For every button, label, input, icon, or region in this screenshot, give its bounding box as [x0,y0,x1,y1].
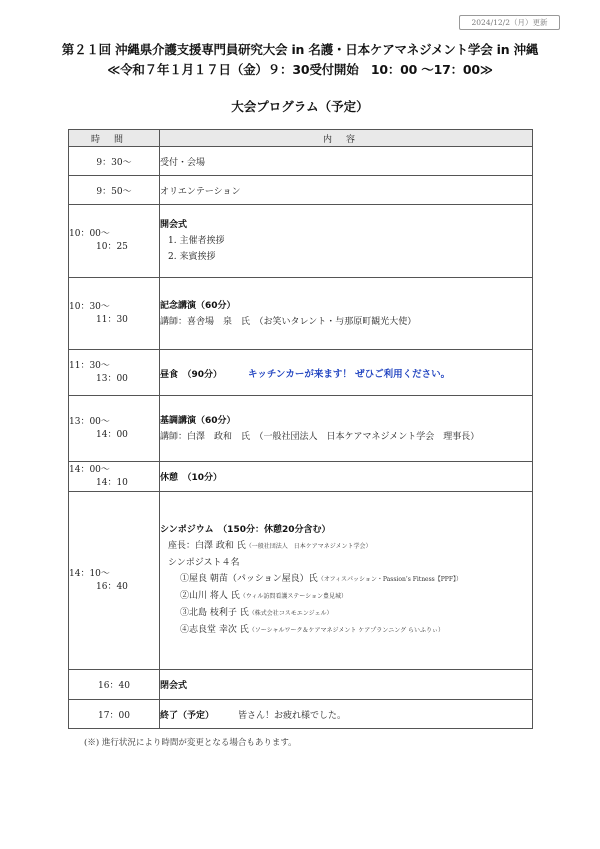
list-item: 1. 主催者挨拶 [168,236,225,246]
row-time: 9：50～ [69,176,160,205]
session-heading: 開会式 [160,220,188,230]
row-content [160,350,533,396]
panelist-name: ④志良堂 幸次 氏 [180,625,249,635]
session-detail: 講師：喜舎場 泉 氏 （お笑いタレント・与那原町観光大使） [160,316,417,327]
panel-heading: シンポジスト４名 [168,558,240,568]
session-heading: シンポジウム （150分：休憩20分含む） [160,525,331,535]
table-row [69,396,533,462]
row-content [160,700,533,729]
table-row [69,462,533,492]
session-detail: 皆さん！お疲れ様でした。 [238,710,347,721]
row-time: 17：00 [69,700,160,729]
table-row [69,147,533,176]
table-row [69,670,533,700]
row-time [69,350,160,396]
panelist-org: （株式会社コスモエンジェル） [248,610,333,617]
time-start: 14：10～ [69,568,110,579]
row-content [160,670,533,700]
event-date-line: ≪令和７年１月１７日（金）９：30受付開始 10：00 ～17：00≫ [107,62,493,77]
panelist-org: （ソーシャルワーク＆ケアマネジメント ケアプランニング らいふりぃ） [248,627,445,634]
table-row [69,176,533,205]
chair [160,538,532,555]
time-end: 16：40 [96,581,128,592]
row-content [160,492,533,670]
time-end: 13：00 [96,373,128,384]
session-heading: 休憩 （10分） [160,473,223,483]
panelist-name: ①屋良 朝苗（パッション屋良）氏 [180,574,318,584]
time-start: 10：00～ [69,229,110,239]
session-heading: 終了（予定） [160,710,215,721]
row-time [69,396,160,462]
row-content [160,396,533,462]
time-end: 11：30 [96,314,128,325]
session-heading: 基調講演（60分） [160,415,236,426]
chair-name: 座長：白澤 政和 氏 [168,541,246,551]
time-start: 14：00～ [69,464,110,475]
program-subtitle: 大会プログラム（予定） [231,99,369,114]
panelist-name: ②山川 将人 氏 [180,591,240,601]
panelist [160,605,532,622]
row-time [69,205,160,278]
highlight-notice: キッチンカーが来ます！ ぜひご利用ください。 [248,368,451,380]
row-content [160,462,533,492]
session-heading: 昼食 （90分） [160,369,223,380]
panelist [160,622,532,639]
time-end: 14：10 [96,477,128,488]
table-header-row [69,130,533,147]
panelist-org: （ウィル訪問看護ステーション豊見城） [239,593,348,600]
row-time: 16：40 [69,670,160,700]
event-title: 第２１回 沖縄県介護支援専門員研究大会 in 名護・日本ケアマネジメント学会 in 沖縄 [61,42,539,57]
panelist-org: （オフィスパッション・Passion’s Fitness【PPF】） [317,576,463,583]
table-row [69,700,533,729]
row-content: オリエンテーション [160,176,533,205]
footnote: (※) 進行状況により時間が変更となる場合もあります。 [84,738,297,748]
time-end: 10：25 [96,242,128,252]
row-time [69,492,160,670]
time-start: 10：30～ [69,301,110,312]
table-row [69,350,533,396]
panelist [160,588,532,605]
session-detail: 講師：白澤 政和 氏 （一般社団法人 日本ケアマネジメント学会 理事長） [160,431,480,442]
row-content: 受付・会場 [160,147,533,176]
panelist-name: ③北島 枝利子 氏 [180,608,249,618]
row-time [69,462,160,492]
session-heading: 閉会式 [160,681,188,691]
header-time: 時間 [69,130,160,147]
program-table [68,129,533,729]
header-content: 内容 [160,130,533,147]
chair-org: （一般社団法人 日本ケアマネジメント学会） [245,543,372,550]
list-item: 2. 来賓挨拶 [168,252,216,262]
time-start: 13：00～ [69,416,110,427]
row-time [69,278,160,350]
time-end: 14：00 [96,429,128,440]
table-row [69,205,533,278]
panelist [160,571,532,588]
session-heading: 記念講演（60分） [160,300,236,311]
update-date-badge: 2024/12/2（月）更新 [459,15,560,30]
row-content [160,278,533,350]
row-content [160,205,533,278]
time-start: 11：30～ [69,360,110,371]
table-row [69,278,533,350]
table-row [69,492,533,670]
row-time: 9：30～ [69,147,160,176]
